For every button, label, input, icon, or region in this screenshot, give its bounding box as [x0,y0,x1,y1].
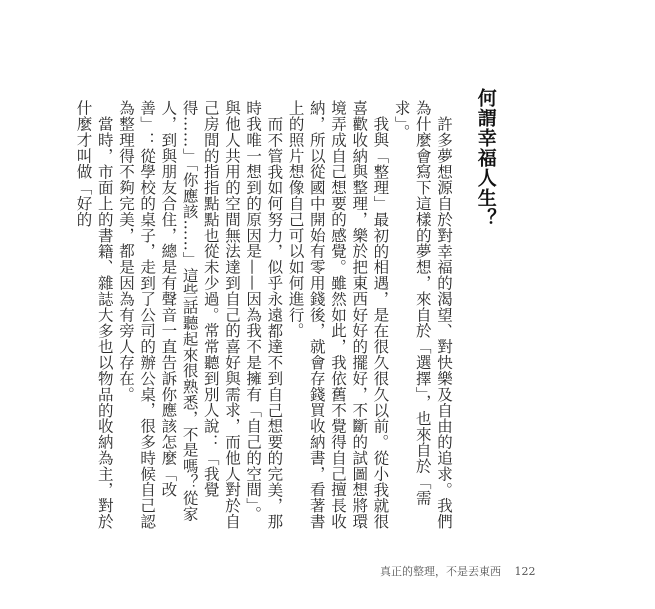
page-number: 122 [514,565,536,578]
running-title: 真正的整理，不是丟東西 [380,565,501,578]
paragraph: 當時，市面上的書籍、雜誌大多也以物品的收納為主，對於什麼才叫做「好的 [74,100,114,529]
page-footer [380,563,580,579]
section-heading: 何謂幸福人生？ [474,88,497,228]
paragraph: 而不管我如何努力，似乎永遠都達不到自己想要的完美，那時我唯一想到的原因是——因為我不是擁有「自己的空間」。與他人共用的空間無法達到自己的喜好與需求，而他人對於自己房間的指指點點也從未少過。常常聽到別人說：「我覺得……」「你應該……」這些話聽起來很熟悉，不是嗎？從家人，到與朋友合住，總是有聲音一直告訴你應該怎麼「改善」：從學校的桌子，走到了公司的辦公桌，很多時候自己認為整理得不夠完美，都是因為有旁人存在。 [116,100,284,530]
paragraph: 許多夢想源自於對幸福的渴望、對快樂及自由的追求。我們為什麼會寫下這樣的夢想，來自於「選擇」，也來自於「需求」。 [392,100,453,529]
paragraph: 我與「整理」最初的相遇，是在很久很久以前。從小我就很喜歡收納與整理，樂於把東西好好的擺好，不斷的試圖想將環境弄成自己想要的感覺。雖然如此，我依舊不覺得自己擅長收納，所以從國中開始有零用錢後，就會存錢買收納書，看著書上的照片想像自己可以如何進行。 [286,100,390,530]
body-text [74,100,454,530]
